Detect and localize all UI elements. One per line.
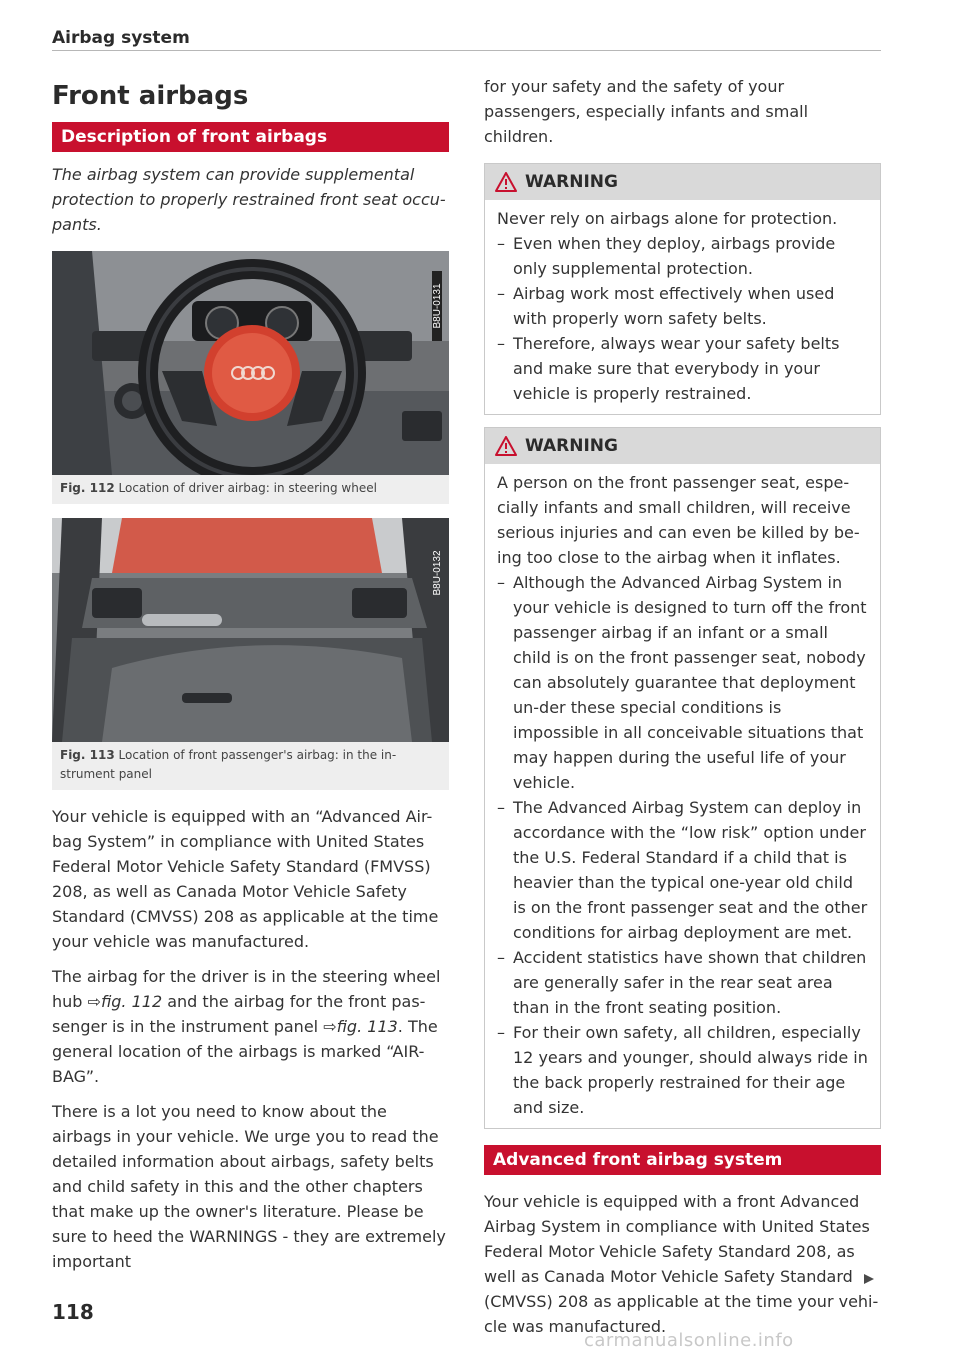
advanced-heading: Advanced front airbag system	[484, 1145, 881, 1175]
body-paragraph: Your vehicle is equipped with a front Advanced Airbag System in compliance with United States Federal Motor Vehicle Safety Standard 208, as well as Canada Motor Vehicle Safety Standard (CMVSS) 208 as applicable at the time your vehi-cle was manufactured.	[484, 1192, 879, 1336]
figure-112	[52, 251, 449, 504]
text-segment: . The general location of the airbags is marked “AIR-BAG”.	[52, 1017, 438, 1086]
list-item: – Accident statistics have shown that children are generally safer in the rear seat area than in the front seating position.	[497, 948, 867, 1017]
warning-triangle-icon	[495, 172, 517, 192]
warning-title: WARNING	[525, 172, 618, 192]
continue-arrow-icon	[862, 1272, 876, 1286]
figure-code: B8U-0131	[432, 283, 443, 329]
list-item: – Even when they deploy, airbags provide only supplemental protection.	[497, 234, 836, 278]
figure-caption	[52, 742, 449, 790]
figure-reference-link[interactable]: ⇨fig. 113	[323, 1017, 398, 1036]
list-item: – For their own safety, all children, especially 12 years and younger, should always ride in the back properly restrained for their age and size.	[497, 1023, 868, 1117]
watermark: carmanualsonline.info	[584, 1330, 794, 1351]
warning-body	[485, 464, 880, 1128]
figure-code: B8U-0132	[432, 550, 443, 596]
running-head: Airbag system	[52, 28, 190, 48]
body-paragraph: for your safety and the safety of your passengers, especially infants and small children.	[484, 77, 809, 146]
figure-caption	[52, 475, 449, 504]
body-paragraph: There is a lot you need to know about the airbags in your vehicle. We urge you to read the detailed information about airbags, safety belts and child safety in this and the other chapters that make up the owner's literature. Please be sure to heed the WARNINGS - they are extremely important	[52, 1102, 446, 1271]
figure-number: Fig. 112	[60, 481, 115, 495]
figure-number: Fig. 113	[60, 748, 115, 762]
warning-box	[484, 163, 881, 415]
figure-113	[52, 518, 449, 790]
list-item: – Therefore, always wear your safety belts and make sure that everybody in your vehicle is properly restrained.	[497, 334, 840, 403]
warning-title: WARNING	[525, 436, 618, 456]
warning-header	[485, 428, 880, 464]
warning-header	[485, 164, 880, 200]
body-paragraph: Your vehicle is equipped with an “Advanced Air-bag System” in compliance with United States Federal Motor Vehicle Safety Standard (FMVSS) 208, as well as Canada Motor Vehicle Safety Standard (CMVSS) 208 as applicable at the time your vehicle was manufactured.	[52, 807, 439, 951]
description-heading: Description of front airbags	[52, 122, 449, 152]
warning-list	[497, 570, 868, 1120]
warning-box	[484, 427, 881, 1129]
warning-lead: A person on the front passenger seat, espe-cially infants and small children, will receive serious injuries and can even be killed by be-ing too close to the airbag when it inflates.	[497, 473, 860, 567]
body-paragraph-airbag-location	[52, 964, 449, 1089]
header-rule	[52, 50, 881, 51]
steering-wheel-illustration	[52, 251, 449, 475]
text-segment: and the airbag for the front pas-senger is in the instrument panel	[52, 992, 426, 1036]
text-segment: The airbag for the driver is in the steering wheel hub	[52, 967, 441, 1011]
figure-caption-text: Location of driver airbag: in steering wheel	[118, 481, 377, 495]
page-number: 118	[52, 1300, 94, 1324]
warning-body	[485, 200, 880, 414]
section-title: Front airbags	[52, 81, 249, 111]
figure-caption-text: Location of front passenger's airbag: in the in-strument panel	[60, 748, 397, 781]
warning-lead: Never rely on airbags alone for protection.	[497, 209, 838, 228]
intro-text: The airbag system can provide supplemental protection to properly restrained front seat occu-pants.	[52, 165, 446, 234]
right-column	[484, 74, 881, 1349]
warning-triangle-icon	[495, 436, 517, 456]
left-column	[52, 74, 449, 1284]
figure-reference-link[interactable]: ⇨fig. 112	[87, 992, 163, 1011]
list-item: – Although the Advanced Airbag System in your vehicle is designed to turn off the front passenger airbag if an infant or a small child is on the front passenger seat, nobody can absolutely guarantee that deployment un-der these special conditions is impossible in all conceivable situations that may happen during the useful life of your vehicle.	[497, 573, 867, 792]
list-item: – The Advanced Airbag System can deploy in accordance with the “low risk” option under the U.S. Federal Standard if a child that is heavier than the typical one-year old child is on the front passenger seat and the other conditions for airbag deployment are met.	[497, 798, 868, 942]
list-item: – Airbag work most effectively when used with properly worn safety belts.	[497, 284, 835, 328]
instrument-panel-illustration	[52, 518, 449, 742]
warning-list	[497, 231, 868, 406]
